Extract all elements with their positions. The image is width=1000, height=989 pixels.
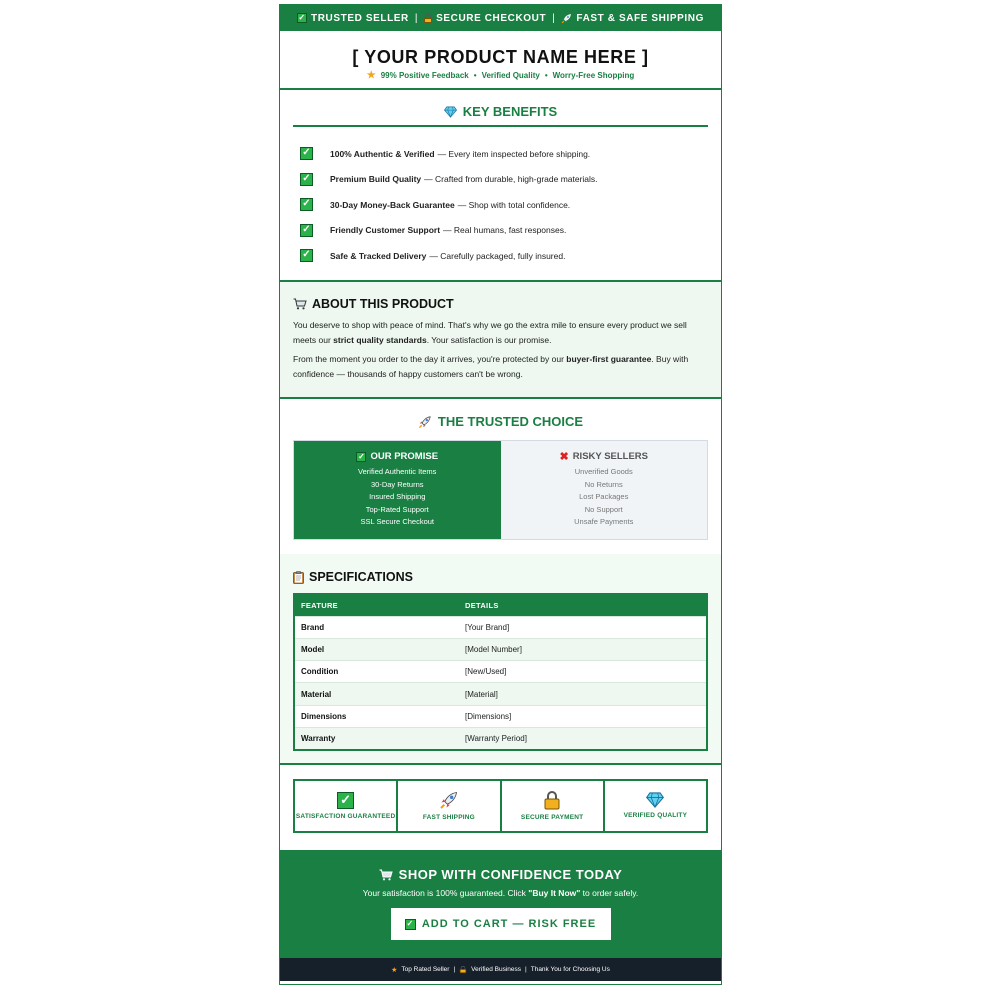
topbar-item-shipping <box>561 13 704 24</box>
lock-icon <box>460 966 466 973</box>
column-heading: RISKY SELLERS <box>572 451 649 462</box>
star-icon: ★ <box>366 70 376 81</box>
badge-verified-quality <box>605 781 706 831</box>
benefit-text: — Shop with total confidence. <box>457 199 571 210</box>
footer-separator: | <box>525 966 527 973</box>
spec-detail: [Material] <box>459 683 707 705</box>
cta-section <box>280 851 721 958</box>
footer-item: Thank You for Choosing Us <box>530 966 610 973</box>
check-icon: ✓ <box>300 249 313 262</box>
lock-icon <box>544 791 560 810</box>
specs-title <box>293 570 708 584</box>
cta-text <box>280 888 721 898</box>
button-label: ADD TO CART — RISK FREE <box>421 918 597 930</box>
list-item: Top-Rated Support <box>365 504 429 514</box>
about-text: . Your satisfaction is our promise. <box>426 334 552 345</box>
column-header-feature: FEATURE <box>294 594 459 616</box>
list-item: Unsafe Payments <box>574 517 634 526</box>
about-bold: buyer-first guarantee <box>566 354 652 364</box>
list-item: Insured Shipping <box>369 492 426 501</box>
topbar-item-trusted <box>297 13 409 24</box>
table-row <box>294 727 707 749</box>
table-header-row <box>294 594 707 616</box>
spec-feature: Condition <box>294 661 459 683</box>
footer-item: Top Rated Seller <box>401 966 450 973</box>
rocket-icon <box>418 415 432 429</box>
spec-detail: [Your Brand] <box>459 616 707 638</box>
benefit-bold: Friendly Customer Support <box>330 225 441 236</box>
spec-feature: Dimensions <box>294 705 459 727</box>
benefit-bold: 30-Day Money-Back Guarantee <box>330 199 455 210</box>
footer-bar <box>280 958 721 981</box>
about-text: . Buy with confidence — thousands of happy customers can't be wrong. <box>293 354 689 379</box>
benefit-bold: Safe & Tracked Delivery <box>330 250 427 261</box>
topbar-separator: | <box>414 12 419 24</box>
header-sub-worryfree: Worry-Free Shopping <box>552 71 635 80</box>
check-icon: ✓ <box>337 792 354 809</box>
benefit-bold: 100% Authentic & Verified <box>330 148 435 159</box>
specifications-section <box>280 554 721 765</box>
cta-text-part: to order safely. <box>582 888 639 898</box>
list-item <box>300 243 708 269</box>
clipboard-icon <box>293 571 304 584</box>
column-header-details: DETAILS <box>459 594 707 616</box>
spec-detail: [Warranty Period] <box>459 727 707 749</box>
add-to-cart-button[interactable] <box>391 908 611 940</box>
lock-icon <box>424 14 432 23</box>
check-icon: ✓ <box>358 451 365 461</box>
list-item <box>300 218 708 244</box>
section-heading: ABOUT THIS PRODUCT <box>312 297 454 311</box>
trusted-title <box>293 414 708 429</box>
spec-feature: Warranty <box>294 727 459 749</box>
key-benefits-section <box>280 90 721 282</box>
cross-icon: ✖ <box>559 450 569 463</box>
list-item <box>300 192 708 218</box>
risky-sellers-list <box>501 466 708 529</box>
shopping-cart-icon <box>293 298 307 310</box>
cta-text-part: Your satisfaction is 100% guaranteed. Click <box>362 888 526 898</box>
table-row <box>294 705 707 727</box>
spec-detail: [Model Number] <box>459 638 707 660</box>
benefit-bold: Premium Build Quality <box>330 174 422 185</box>
badge-label: SATISFACTION GUARANTEED <box>295 812 396 820</box>
list-item: No Support <box>584 504 623 514</box>
benefit-list <box>293 141 708 269</box>
badge-secure-payment <box>502 781 605 831</box>
spec-detail: [Dimensions] <box>459 705 707 727</box>
check-icon: ✓ <box>300 173 313 186</box>
diamond-icon <box>646 792 664 808</box>
column-heading: OUR PROMISE <box>370 451 439 462</box>
table-row <box>294 616 707 638</box>
spec-detail: [New/Used] <box>459 661 707 683</box>
list-item: 30-Day Returns <box>370 479 424 489</box>
check-icon: ✓ <box>300 198 313 211</box>
diamond-icon <box>444 106 457 118</box>
about-bold: strict quality standards <box>333 334 427 345</box>
product-header <box>280 31 721 90</box>
spec-feature: Model <box>294 638 459 660</box>
badge-satisfaction <box>295 781 398 831</box>
trusted-choice-section <box>280 399 721 554</box>
topbar-label: TRUSTED SELLER <box>311 12 409 24</box>
table-row <box>294 683 707 705</box>
header-subline <box>280 70 721 81</box>
trust-badges-section <box>280 765 721 851</box>
list-item: Lost Packages <box>579 492 629 501</box>
footer-item: Verified Business <box>471 966 522 973</box>
about-section <box>280 282 721 399</box>
about-paragraph-2 <box>293 352 708 381</box>
rocket-icon <box>439 790 459 810</box>
our-promise-list <box>294 466 501 529</box>
risky-sellers-column <box>501 441 708 539</box>
section-heading: SHOP WITH CONFIDENCE TODAY <box>398 867 623 882</box>
about-text: You deserve to shop with peace of mind. That's why we go the extra mile to ensure every product we sell meets our <box>293 320 687 345</box>
section-heading: KEY BENEFITS <box>462 104 558 119</box>
bullet: • <box>544 71 548 80</box>
cta-title <box>280 867 721 882</box>
list-item: No Returns <box>584 479 623 489</box>
check-icon: ✓ <box>298 13 306 22</box>
benefit-text: — Crafted from durable, high-grade materials. <box>424 174 598 185</box>
about-title <box>293 297 708 311</box>
list-item: Verified Authentic Items <box>358 467 437 476</box>
topbar-label: FAST & SAFE SHIPPING <box>576 12 704 24</box>
topbar-separator: | <box>552 12 556 24</box>
badge-label: SECURE PAYMENT <box>520 813 584 821</box>
check-icon: ✓ <box>406 918 415 928</box>
check-icon: ✓ <box>300 224 313 237</box>
comparison-table <box>293 440 708 540</box>
list-item: Unverified Goods <box>574 467 633 476</box>
footer-separator: | <box>453 966 456 973</box>
spec-feature: Brand <box>294 616 459 638</box>
list-item <box>300 141 708 167</box>
trust-topbar <box>280 5 721 31</box>
shopping-cart-icon <box>379 869 393 881</box>
specs-table <box>293 593 708 751</box>
cta-text-bold: "Buy It Now" <box>528 888 581 898</box>
benefit-text: — Real humans, fast responses. <box>443 225 567 236</box>
benefit-text: — Carefully packaged, fully insured. <box>429 250 566 261</box>
badge-label: VERIFIED QUALITY <box>623 812 688 819</box>
topbar-item-secure <box>424 13 546 24</box>
our-promise-column <box>294 441 501 539</box>
risky-sellers-title <box>501 451 708 462</box>
header-sub-quality: Verified Quality <box>481 71 540 80</box>
badge-fast-shipping <box>398 781 501 831</box>
spec-feature: Material <box>294 683 459 705</box>
our-promise-title <box>294 451 501 462</box>
topbar-label: SECURE CHECKOUT <box>436 12 547 24</box>
badge-label: FAST SHIPPING <box>422 814 475 821</box>
bullet: • <box>473 71 477 80</box>
table-row <box>294 638 707 660</box>
star-icon: ★ <box>391 966 398 974</box>
product-title: [ YOUR PRODUCT NAME HERE ] <box>352 47 649 67</box>
list-item <box>300 167 708 193</box>
check-icon: ✓ <box>300 147 313 160</box>
header-sub-feedback: 99% Positive Feedback <box>380 71 469 80</box>
section-heading: SPECIFICATIONS <box>309 570 413 584</box>
benefit-text: — Every item inspected before shipping. <box>437 148 591 159</box>
about-text: From the moment you order to the day it arrives, you're protected by our <box>293 354 564 364</box>
table-row <box>294 661 707 683</box>
trust-badges <box>293 779 708 833</box>
key-benefits-title <box>293 104 708 127</box>
about-paragraph-1 <box>293 318 708 347</box>
listing-page <box>279 4 722 985</box>
list-item: SSL Secure Checkout <box>360 517 434 526</box>
section-heading: THE TRUSTED CHOICE <box>437 414 584 429</box>
rocket-icon <box>561 13 572 24</box>
